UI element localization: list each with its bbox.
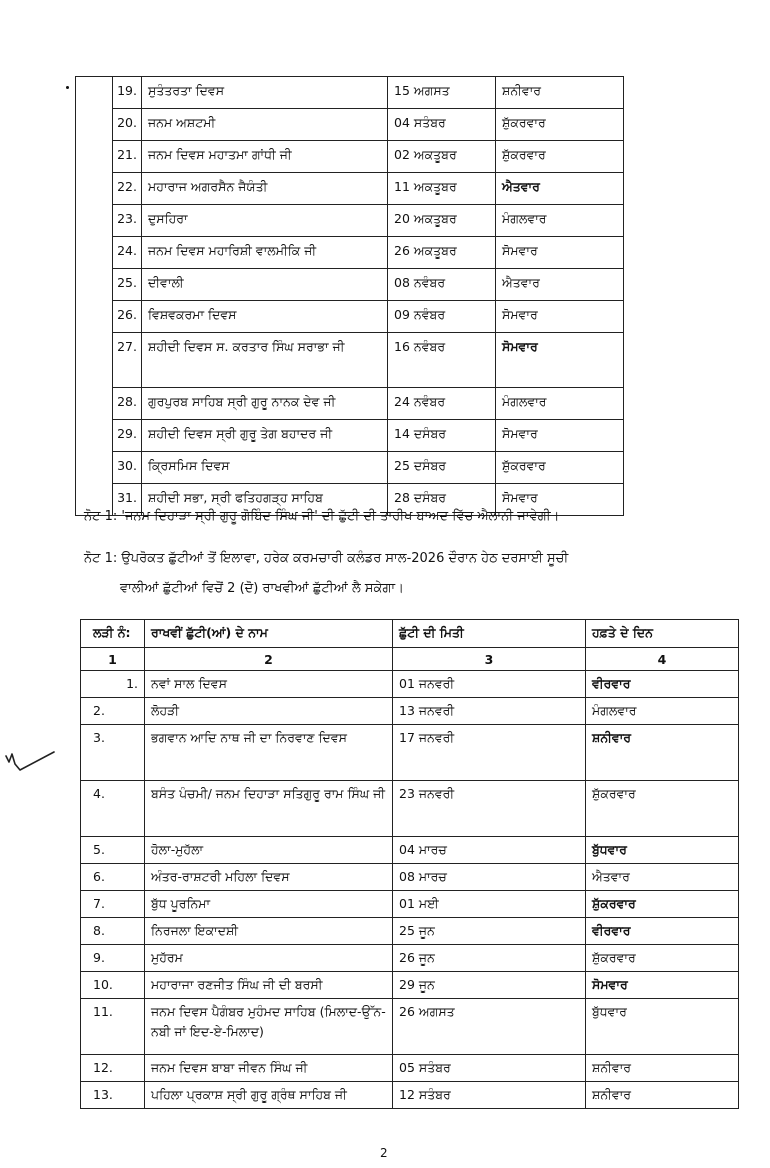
holiday-date: 02 ਅਕਤੂਬਰ [388, 141, 496, 173]
holiday-date: 24 ਨਵੰਬਰ [388, 388, 496, 420]
holiday-name: ਪਹਿਲਾ ਪ੍ਰਕਾਸ਼ ਸ੍ਰੀ ਗੁਰੂ ਗ੍ਰੰਥ ਸਾਹਿਬ ਜੀ [145, 1082, 393, 1109]
weekday: ਸ਼ੁੱਕਰਵਾਰ [496, 109, 624, 141]
table-row [81, 725, 739, 781]
header-holiday-name: ਰਾਖਵੀਂ ਛੁੱਟੀ(ਆਂ) ਦੇ ਨਾਮ [145, 620, 393, 648]
table-row [76, 388, 624, 420]
holiday-name: ਹੋਲਾ-ਮੁਹੱਲਾ [145, 837, 393, 864]
weekday: ਐਤਵਾਰ [496, 269, 624, 301]
weekday: ਐਤਵਾਰ [586, 864, 739, 891]
holiday-date: 11 ਅਕਤੂਬਰ [388, 173, 496, 205]
column-index-row [81, 648, 739, 671]
holiday-table-continued [75, 76, 624, 516]
holiday-name: ਲੋਹੜੀ [145, 698, 393, 725]
holiday-name: ਸ਼ਹੀਦੀ ਦਿਵਸ ਸ੍ਰੀ ਗੁਰੂ ਤੇਗ ਬਹਾਦਰ ਜੀ [142, 420, 388, 452]
serial-number: 5. [81, 837, 145, 864]
serial-number: 27. [113, 333, 142, 388]
weekday: ਮੰਗਲਵਾਰ [496, 205, 624, 237]
note-line-1: ਨੋਟ 1: ਉਪਰੋਕਤ ਛੁੱਟੀਆਂ ਤੋਂ ਇਲਾਵਾ, ਹਰੇਕ ਕਰਮਚਾਰੀ ਕਲੰਡਰ ਸਾਲ-2026 ਦੌਰਾਨ ਹੇਠ ਦਰਸਾਈ ਸੂਚੀ [84, 551, 569, 566]
weekday: ਵੀਰਵਾਰ [586, 671, 739, 698]
page-number: 2 [380, 1146, 388, 1160]
holiday-date: 29 ਜੂਨ [393, 972, 586, 999]
weekday: ਮੰਗਲਵਾਰ [496, 388, 624, 420]
holiday-name: ਬਸੰਤ ਪੰਚਮੀ/ ਜਨਮ ਦਿਹਾੜਾ ਸਤਿਗੁਰੂ ਰਾਮ ਸਿੰਘ ਜੀ [145, 781, 393, 837]
serial-number: 31. [113, 484, 142, 516]
holiday-date: 13 ਜਨਵਰੀ [393, 698, 586, 725]
table-row [76, 205, 624, 237]
holiday-name: ਨਿਰਜਲਾ ਇਕਾਦਸ਼ੀ [145, 918, 393, 945]
serial-number: 24. [113, 237, 142, 269]
holiday-date: 12 ਸਤੰਬਰ [393, 1082, 586, 1109]
note-gurpurab-date: ਨੋਟ 1: 'ਜਨਮ ਦਿਹਾੜਾ ਸ੍ਰੀ ਗੁਰੂ ਗੋਬਿੰਦ ਸਿੰਘ ਜੀ' ਦੀ ਛੁੱਟੀ ਦੀ ਤਾਰੀਖ ਬਾਅਦ ਵਿੱਚ ਐਲਾਨੀ ਜਾਵੇਗੀ। [84, 509, 560, 524]
table-row [81, 698, 739, 725]
weekday: ਸ਼ਨੀਵਾਰ [586, 1055, 739, 1082]
table-row [76, 109, 624, 141]
weekday: ਬੁੱਧਵਾਰ [586, 837, 739, 864]
table-row [81, 972, 739, 999]
table-row [76, 452, 624, 484]
header-serial: ਲੜੀ ਨੰ: [81, 620, 145, 648]
serial-number: 26. [113, 301, 142, 333]
table-row [81, 918, 739, 945]
table-row [76, 333, 624, 388]
weekday: ਸੋਮਵਾਰ [586, 972, 739, 999]
table-row [81, 671, 739, 698]
table-row [76, 301, 624, 333]
serial-number: 12. [81, 1055, 145, 1082]
holiday-date: 09 ਨਵੰਬਰ [388, 301, 496, 333]
table-row [76, 77, 624, 109]
holiday-date: 16 ਨਵੰਬਰ [388, 333, 496, 388]
weekday: ਸੋਮਵਾਰ [496, 420, 624, 452]
holiday-name: ਸ਼ਹੀਦੀ ਸਭਾ, ਸ੍ਰੀ ਫਤਿਹਗੜ੍ਹ ਸਾਹਿਬ [142, 484, 388, 516]
serial-number: 19. [113, 77, 142, 109]
weekday: ਸ਼ੁੱਕਰਵਾਰ [586, 891, 739, 918]
holiday-name: ਮੁਹੱਰਮ [145, 945, 393, 972]
table-row [81, 999, 739, 1055]
weekday: ਵੀਰਵਾਰ [586, 918, 739, 945]
holiday-date: 26 ਅਕਤੂਬਰ [388, 237, 496, 269]
table-row [81, 864, 739, 891]
serial-number: 10. [81, 972, 145, 999]
holiday-date: 28 ਦਸੰਬਰ [388, 484, 496, 516]
table-row [81, 945, 739, 972]
holiday-date: 26 ਜੂਨ [393, 945, 586, 972]
header-weekday: ਹਫ਼ਤੇ ਦੇ ਦਿਨ [586, 620, 739, 648]
table-header-row [81, 620, 739, 648]
weekday: ਸ਼ਨੀਵਾਰ [496, 77, 624, 109]
holiday-name: ਮਹਾਰਾਜ ਅਗਰਸੈਨ ਜੈਯੰਤੀ [142, 173, 388, 205]
holiday-name: ਭਗਵਾਨ ਆਦਿ ਨਾਥ ਜੀ ਦਾ ਨਿਰਵਾਣ ਦਿਵਸ [145, 725, 393, 781]
holiday-name: ਜਨਮ ਅਸ਼ਟਮੀ [142, 109, 388, 141]
holiday-name: ਦੀਵਾਲੀ [142, 269, 388, 301]
table-row [76, 237, 624, 269]
weekday: ਸੋਮਵਾਰ [496, 484, 624, 516]
holiday-date: 20 ਅਕਤੂਬਰ [388, 205, 496, 237]
serial-number: 2. [81, 698, 145, 725]
weekday: ਸ਼ੁੱਕਰਵਾਰ [496, 141, 624, 173]
holiday-date: 14 ਦਸੰਬਰ [388, 420, 496, 452]
column-index: 2 [145, 648, 393, 671]
holiday-name: ਜਨਮ ਦਿਵਸ ਬਾਬਾ ਜੀਵਨ ਸਿੰਘ ਜੀ [145, 1055, 393, 1082]
serial-number: 7. [81, 891, 145, 918]
serial-number: 8. [81, 918, 145, 945]
holiday-date: 17 ਜਨਵਰੀ [393, 725, 586, 781]
holiday-name: ਜਨਮ ਦਿਵਸ ਪੈਗੰਬਰ ਮੁਹੰਮਦ ਸਾਹਿਬ (ਮਿਲਾਦ-ਉੱਨ-ਨਬੀ ਜਾਂ ਇਦ-ਏ-ਮਿਲਾਦ) [145, 999, 393, 1055]
column-index: 3 [393, 648, 586, 671]
holiday-date: 01 ਜਨਵਰੀ [393, 671, 586, 698]
column-index: 4 [586, 648, 739, 671]
holiday-name: ਅੰਤਰ-ਰਾਸ਼ਟਰੀ ਮਹਿਲਾ ਦਿਵਸ [145, 864, 393, 891]
holiday-name: ਬੁੱਧ ਪੂਰਨਿਮਾ [145, 891, 393, 918]
weekday: ਬੁੱਧਵਾਰ [586, 999, 739, 1055]
table-row [76, 420, 624, 452]
holiday-name: ਵਿਸ਼ਵਕਰਮਾ ਦਿਵਸ [142, 301, 388, 333]
note-line-2: ਵਾਲੀਆਂ ਛੁੱਟੀਆਂ ਵਿਚੋਂ 2 (ਦੋ) ਰਾਖਵੀਆਂ ਛੁੱਟੀਆਂ ਲੈ ਸਕੇਗਾ। [120, 581, 404, 596]
holiday-date: 25 ਦਸੰਬਰ [388, 452, 496, 484]
serial-number: 30. [113, 452, 142, 484]
table-row [81, 1082, 739, 1109]
holiday-name: ਨਵਾਂ ਸਾਲ ਦਿਵਸ [145, 671, 393, 698]
holiday-date: 23 ਜਨਵਰੀ [393, 781, 586, 837]
table-row [81, 837, 739, 864]
holiday-date: 04 ਸਤੰਬਰ [388, 109, 496, 141]
serial-number: 1. [81, 671, 145, 698]
holiday-date: 04 ਮਾਰਚ [393, 837, 586, 864]
serial-number: 21. [113, 141, 142, 173]
serial-number: 22. [113, 173, 142, 205]
weekday: ਸ਼ੁੱਕਰਵਾਰ [586, 781, 739, 837]
holiday-date: 25 ਜੂਨ [393, 918, 586, 945]
table-row [81, 891, 739, 918]
serial-number: 23. [113, 205, 142, 237]
weekday: ਸੋਮਵਾਰ [496, 301, 624, 333]
serial-number: 28. [113, 388, 142, 420]
weekday: ਸ਼ਨੀਵਾਰ [586, 1082, 739, 1109]
serial-number: 3. [81, 725, 145, 781]
holiday-name: ਜਨਮ ਦਿਵਸ ਮਹਾਰਿਸ਼ੀ ਵਾਲਮੀਕਿ ਜੀ [142, 237, 388, 269]
note-restricted-holidays [84, 548, 568, 600]
holiday-name: ਕ੍ਰਿਸਮਿਸ ਦਿਵਸ [142, 452, 388, 484]
weekday: ਸੋਮਵਾਰ [496, 237, 624, 269]
restricted-holiday-table [80, 619, 739, 1109]
weekday: ਸ਼ਨੀਵਾਰ [586, 725, 739, 781]
weekday: ਐਤਵਾਰ [496, 173, 624, 205]
holiday-date: 08 ਨਵੰਬਰ [388, 269, 496, 301]
holiday-date: 08 ਮਾਰਚ [393, 864, 586, 891]
header-date: ਛੁੱਟੀ ਦੀ ਮਿਤੀ [393, 620, 586, 648]
table-row [81, 781, 739, 837]
holiday-name: ਦੁਸਹਿਰਾ [142, 205, 388, 237]
weekday: ਸ਼ੁੱਕਰਵਾਰ [496, 452, 624, 484]
weekday: ਸੋਮਵਾਰ [496, 333, 624, 388]
holiday-date: 26 ਅਗਸਤ [393, 999, 586, 1055]
blank-margin-cell [76, 77, 113, 516]
holiday-date: 05 ਸਤੰਬਰ [393, 1055, 586, 1082]
serial-number: 13. [81, 1082, 145, 1109]
table-row [76, 269, 624, 301]
table-row [81, 1055, 739, 1082]
table-row [76, 141, 624, 173]
holiday-name: ਜਨਮ ਦਿਵਸ ਮਹਾਤਮਾ ਗਾਂਧੀ ਜੀ [142, 141, 388, 173]
holiday-name: ਮਹਾਰਾਜਾ ਰਣਜੀਤ ਸਿੰਘ ਜੀ ਦੀ ਬਰਸੀ [145, 972, 393, 999]
weekday: ਸ਼ੁੱਕਰਵਾਰ [586, 945, 739, 972]
serial-number: 6. [81, 864, 145, 891]
weekday: ਮੰਗਲਵਾਰ [586, 698, 739, 725]
holiday-date: 15 ਅਗਸਤ [388, 77, 496, 109]
holiday-name: ਸ਼ਹੀਦੀ ਦਿਵਸ ਸ. ਕਰਤਾਰ ਸਿੰਘ ਸਰਾਭਾ ਜੀ [142, 333, 388, 388]
holiday-date: 01 ਮਈ [393, 891, 586, 918]
serial-number: 4. [81, 781, 145, 837]
serial-number: 25. [113, 269, 142, 301]
stray-dot-mark [66, 86, 69, 89]
serial-number: 11. [81, 999, 145, 1055]
holiday-name: ਗੁਰਪੁਰਬ ਸਾਹਿਬ ਸ੍ਰੀ ਗੁਰੂ ਨਾਨਕ ਦੇਵ ਜੀ [142, 388, 388, 420]
serial-number: 20. [113, 109, 142, 141]
column-index: 1 [81, 648, 145, 671]
table-row [76, 173, 624, 205]
holiday-name: ਸੁਤੰਤਰਤਾ ਦਿਵਸ [142, 77, 388, 109]
handwritten-tick-mark [2, 740, 62, 788]
serial-number: 9. [81, 945, 145, 972]
serial-number: 29. [113, 420, 142, 452]
